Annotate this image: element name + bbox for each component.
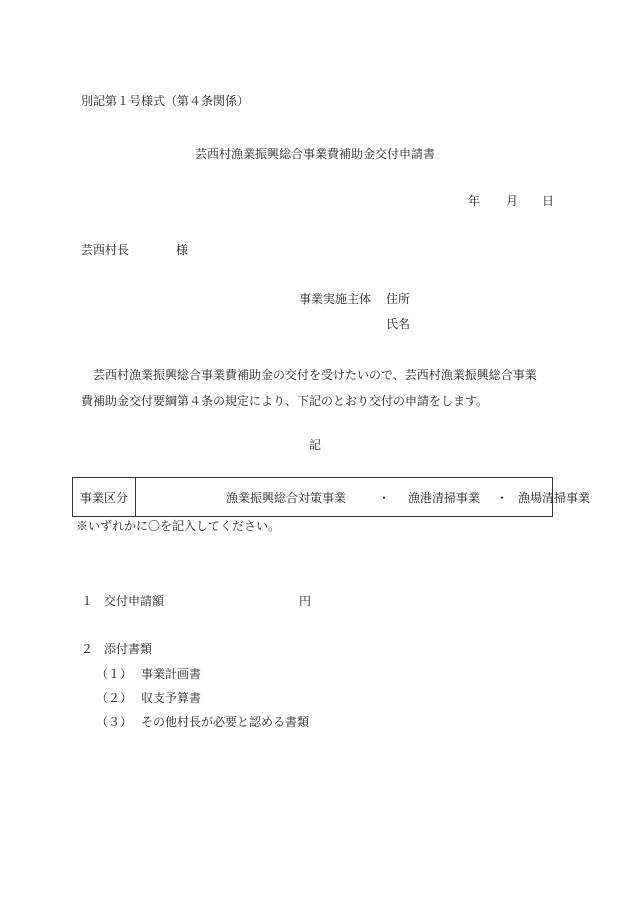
statement-line-2: 費補助金交付要綱第４条の規定により、下記のとおり交付の申請をします。 — [81, 394, 489, 408]
date-month-label: 月 — [506, 194, 519, 208]
document-title: 芸西村漁業振興総合事業費補助金交付申請書 — [194, 147, 435, 161]
addressee-name: 芸西村長 — [81, 243, 130, 257]
attachments-section-number: ２ — [81, 642, 94, 656]
amount-section-number: １ — [81, 594, 94, 608]
statement-line-1: 芸西村漁業振興総合事業費補助金の交付を受けたいので、芸西村漁業振興総合事業 — [81, 368, 537, 382]
name-label: 氏名 — [386, 317, 411, 331]
address-label: 住所 — [386, 292, 411, 306]
date-day-label: 日 — [542, 194, 555, 208]
applicant-label: 事業実施主体 — [299, 292, 372, 306]
date-year-label: 年 — [468, 194, 481, 208]
category-separator: ・ — [378, 491, 391, 505]
category-option-fishing-ground-cleaning[interactable]: 漁場清掃事業 — [518, 491, 591, 505]
addressee-honorific: 様 — [176, 243, 189, 257]
category-note: ※いずれかに〇を記入してください。 — [76, 519, 281, 533]
amount-unit: 円 — [299, 594, 312, 608]
application-statement — [81, 362, 551, 414]
category-option-fisheries-promotion[interactable]: 漁業振興総合対策事業 — [226, 491, 347, 505]
attachments-section-label: 添付書類 — [104, 642, 153, 656]
ki-heading: 記 — [308, 438, 321, 452]
attachment-item-label: 事業計画書 — [141, 667, 202, 681]
category-option-port-cleaning[interactable]: 漁港清掃事業 — [408, 491, 481, 505]
attachment-item-number: （１） — [96, 667, 133, 681]
amount-section-label: 交付申請額 — [104, 594, 165, 608]
form-number: 別記第１号様式（第４条関係） — [81, 94, 250, 108]
category-separator: ・ — [496, 491, 509, 505]
attachment-item-label: 収支予算書 — [141, 691, 202, 705]
business-category-label: 事業区分 — [73, 478, 136, 516]
attachment-item-label: その他村長が必要と認める書類 — [141, 715, 310, 729]
attachment-item-number: （３） — [96, 715, 133, 729]
business-category-table — [72, 477, 591, 517]
attachment-item-number: （２） — [96, 691, 133, 705]
business-category-options — [136, 478, 591, 516]
